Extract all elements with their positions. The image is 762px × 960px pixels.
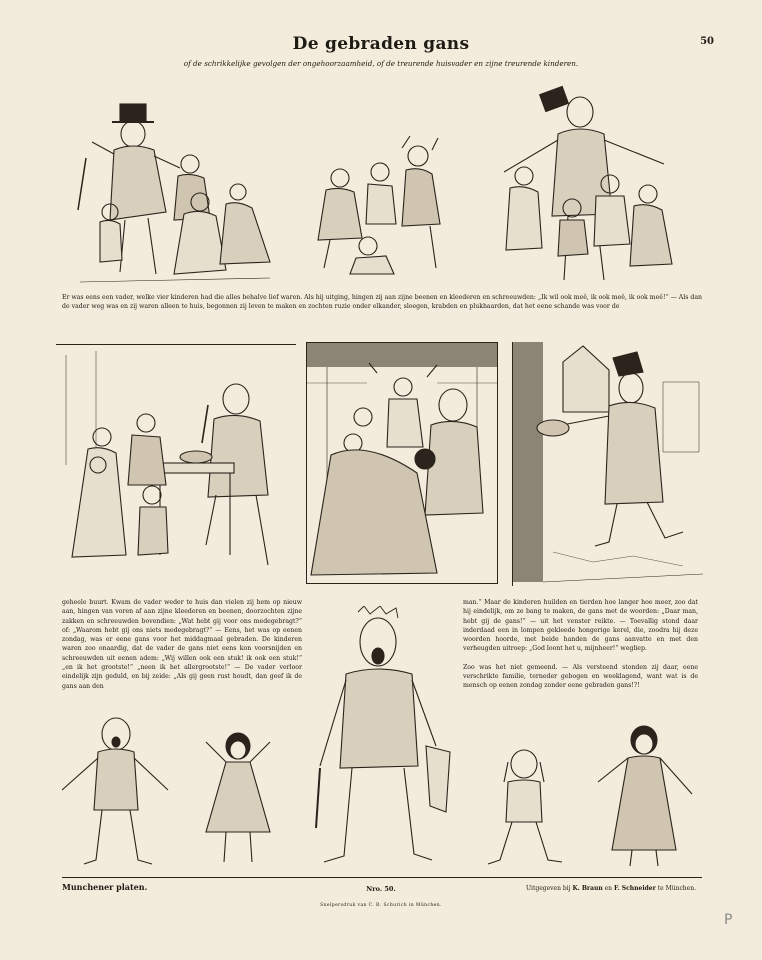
publisher-suffix: te München.: [657, 885, 696, 892]
figure-child-covering-eyes: [478, 742, 570, 870]
crying-boy-icon: [56, 710, 176, 870]
publisher-1: K. Braun: [572, 885, 603, 892]
page-subtitle: of de schrikkelijke gevolgen der ongehoorzaamheid, of de treurende huisvader en zijne treurende kinderen.: [183, 59, 579, 68]
figure-girl-crying: [196, 728, 280, 870]
window-goose-icon: [307, 343, 497, 583]
publisher-prefix: Uitgegeven bij: [526, 885, 571, 892]
fighting-children-icon: [310, 128, 452, 278]
publisher-line: [526, 885, 696, 892]
right-column-paragraph-1: man.“ Maar de kinderen huilden en tierden hoe langer hoe meer, zoo dat hij eindelijk, om ze bang te maken, de gans met de woorden: „Daar man, hebt gij de gans!“ — uit het venster reikte. — Toevallig stond daar inderdaad een in lompen gekleede hongerige kerel, die, zoodra hij deze woorden hoorde, met beide handen de gans aanvatte en met den verheugden uitroep: „God loont het u, mijnheer!“ wegliep.: [463, 599, 698, 653]
panel-father-leaving: [70, 92, 280, 290]
left-column-text: geheele buurt. Kwam de vader weder te huis dan vielen zij hem op nieuw aan, hingen van voren af aan zijne kleederen en beenen, doorzochten zijne zakken en schreeuwden bovendien: „Wat hebt gij voor ons medegebragt?“ of: „Waarom hebt gij ons niets medegebragt?“ — Eens, het was op eenen zondag, was er eene gans voor het middagmaal gebraden. De kinderen waren zoo onaardig, dat de vader de gans niet eens kon voorsnijden en schreeuwden uit eenen adem: „Wij willen ook een stuk! ik ook een stuk!“ „en ik het grootste!“ „neen ik het allergrootste!“ — De vader verloor eindelijk zijn geduld, en bij zeide: „Als gij geen rust houdt, dan geef ik de gans aan den: [62, 599, 302, 690]
printer-line: Snelpersdruk van C. R. Schurich in München.: [320, 903, 442, 908]
right-column-text: [463, 598, 698, 691]
publisher-and: en: [604, 885, 613, 892]
family-clinging-icon: [70, 92, 280, 290]
child-covering-eyes-icon: [478, 742, 570, 870]
panel-beggar-takes-goose: [512, 342, 703, 586]
footer-rule: [62, 877, 702, 878]
series-name: Munchener platen.: [62, 882, 148, 892]
weeping-girl-icon: [584, 720, 704, 870]
father-greeted-icon: [484, 84, 694, 292]
panel-father-returning: [484, 84, 694, 292]
figure-boy-crying: [56, 710, 176, 870]
handwritten-mark: P: [724, 912, 733, 928]
beggar-icon: [513, 342, 703, 586]
figure-girl-weeping: [584, 720, 704, 870]
page-title: De gebraden gans: [292, 34, 470, 54]
panel-children-fighting: [310, 128, 452, 278]
crying-girl-icon: [196, 728, 280, 870]
right-column-paragraph-2: Zoo was het niet gemeend. — Als versteend stonden zij daar, eene verschrikte familie, terneder gebogen en weeklagend, want wat is de mensch op eenen zondag zonder eene gebraden gans!?!: [463, 663, 698, 690]
dinner-table-icon: [56, 345, 296, 583]
panel-dinner-table: [56, 344, 296, 583]
intro-paragraph: Er was eens een vader, welke vier kinderen had die alles behalve lief waren. Als hij uitging, hingen zij aan zijne beenen en kleederen en schreeuwden: „Ik wil ook meê, ik ook meê, ik ook meê!“ — Als dan de vader weg was en zij waren alleen te huis, begonnen zij leven te maken en zochten ruzie onder elkander, sloegen, krabden en plukhaarden, dat het eene schande was voor de: [62, 294, 702, 311]
despairing-father-icon: [300, 606, 458, 872]
issue-number: Nro. 50.: [366, 885, 396, 893]
publisher-2: F. Schneider: [613, 885, 656, 892]
page-number: 50: [700, 36, 714, 47]
figure-father-despair: [300, 606, 458, 872]
panel-goose-out-window: [306, 342, 498, 584]
